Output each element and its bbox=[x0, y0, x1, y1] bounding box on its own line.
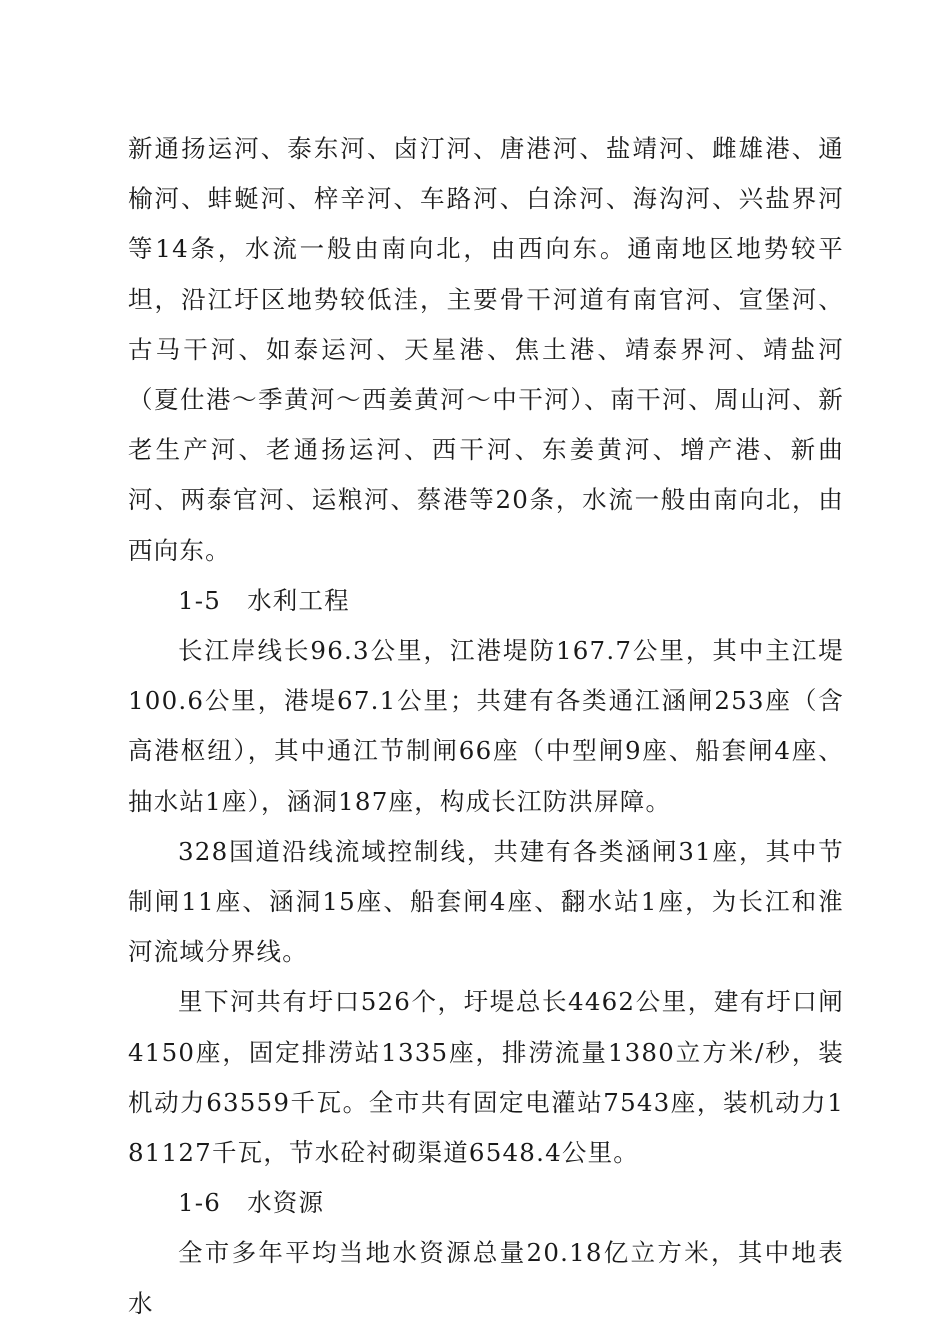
section-title: 水利工程 bbox=[247, 585, 350, 615]
body-paragraph-328: 328国道沿线流域控制线，共建有各类涵闸31座，其中节制闸11座、涵洞15座、船套闸4座、翻水站1座，为长江和淮河流域分界线。 bbox=[128, 836, 844, 967]
section-1-6 bbox=[128, 1178, 844, 1329]
section-title: 水资源 bbox=[247, 1188, 325, 1218]
document-page bbox=[128, 124, 844, 1329]
section-heading-1-5 bbox=[128, 576, 844, 626]
body-paragraph-water-resources: 全市多年平均当地水资源总量20.18亿立方米，其中地表水 bbox=[128, 1238, 844, 1318]
section-number: 1-6 bbox=[178, 1188, 222, 1218]
body-paragraph-yangtze: 长江岸线长96.3公里，江港堤防167.7公里，其中主江堤100.6公里，港堤67.1公里；共建有各类通江涵闸253座（含高港枢纽），其中通江节制闸66座（中型闸9座、船套闸4座、抽水站1座），涵洞187座，构成长江防洪屏障。 bbox=[128, 636, 844, 816]
section-heading-1-6 bbox=[128, 1178, 844, 1228]
section-1-5 bbox=[128, 576, 844, 1178]
body-paragraph-lixiahe: 里下河共有圩口526个，圩堤总长4462公里，建有圩口闸4150座，固定排涝站1335座，排涝流量1380立方米/秒，装机动力63559千瓦。全市共有固定电灌站7543座，装机动力181127千瓦，节水砼衬砌渠道6548.4公里。 bbox=[128, 987, 844, 1168]
section-number: 1-5 bbox=[178, 585, 222, 615]
body-paragraph-rivers: 新通扬运河、泰东河、卤汀河、唐港河、盐靖河、雌雄港、通榆河、蚌蜒河、梓辛河、车路河、白涂河、海沟河、兴盐界河等14条，水流一般由南向北，由西向东。通南地区地势较平坦，沿江圩区地势较低洼，主要骨干河道有南官河、宣堡河、古马干河、如泰运河、天星港、焦土港、靖泰界河、靖盐河（夏仕港～季黄河～西姜黄河～中干河）、南干河、周山河、新老生产河、老通扬运河、西干河、东姜黄河、增产港、新曲河、两泰官河、运粮河、蔡港等20条，水流一般由南向北，由西向东。 bbox=[128, 134, 844, 565]
